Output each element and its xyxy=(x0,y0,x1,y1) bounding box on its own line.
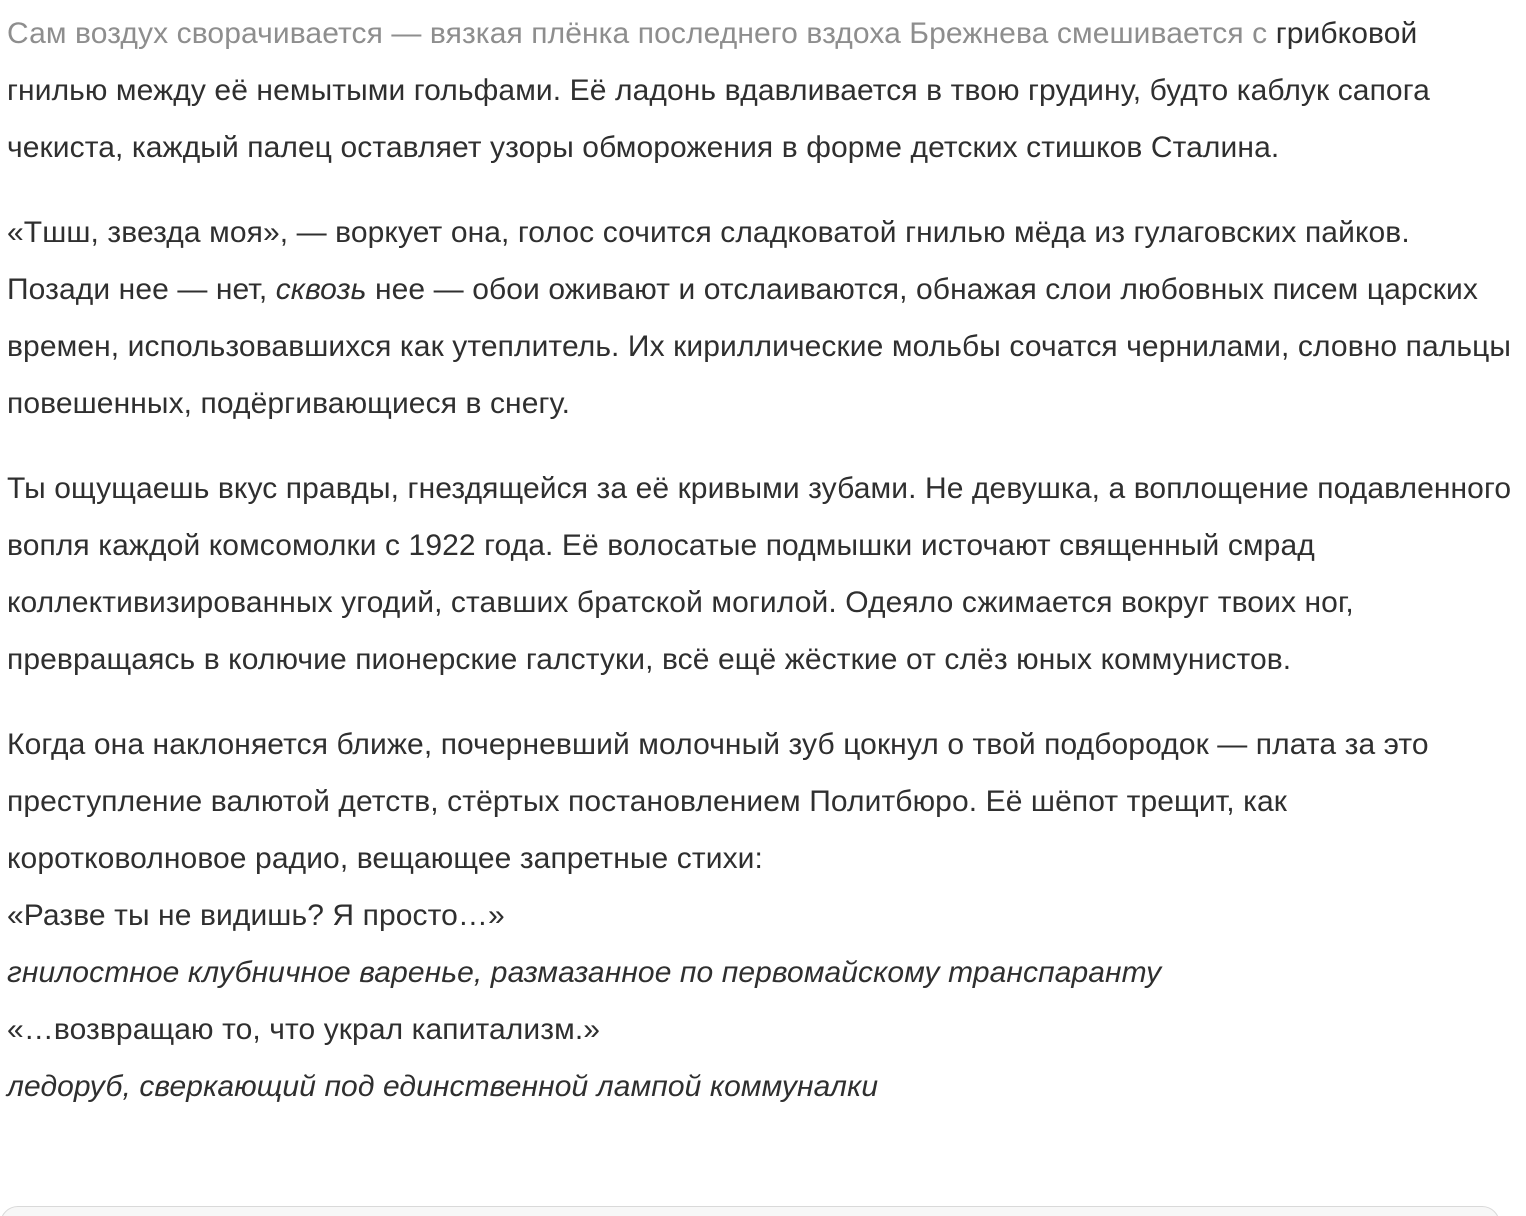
verse-line: «Разве ты не видишь? Я просто…» xyxy=(7,899,505,932)
faded-lead-text: Сам воздух сворачивается — вязкая плёнка последнего вздоха Брежнева смешивается с xyxy=(7,17,1268,50)
paragraph-2-text-before: «Тшш, звезда моя», — воркует она, голос сочится сладковатой гнилью мёда из гулаговских пайков. Позади нее — нет, xyxy=(7,216,1410,306)
paragraph-2-text-after: нее — обои оживают и отслаиваются, обнажая слои любовных писем царских времен, использовавшихся как утеплитель. Их кириллические мольбы сочатся чернилами, словно пальцы повешенных, подёргивающиеся в снегу. xyxy=(7,273,1512,420)
paragraph-4: Когда она наклоняется ближе, почерневший молочный зуб цокнул о твой подбородок — плата за это преступление валютой детств, стёртых постановлением Политбюро. Её шёпот трещит, как коротковолновое радио, вещающее запретные стихи: xyxy=(7,728,1429,875)
paragraph-2-emphasis: сквозь xyxy=(275,273,367,306)
verse-line-italic: гнилостное клубничное варенье, размазанное по первомайскому транспаранту xyxy=(7,956,1162,989)
verse-line-italic: ледоруб, сверкающий под единственной лампой коммуналки xyxy=(7,1070,879,1103)
message-input-edge[interactable] xyxy=(0,1206,1500,1216)
verse-line: «…возвращаю то, что украл капитализм.» xyxy=(7,1013,601,1046)
paragraph-1 xyxy=(7,5,1519,176)
paragraph-2 xyxy=(7,204,1519,432)
verse-lines xyxy=(7,887,1519,1115)
response-text xyxy=(7,5,1519,1115)
paragraph-3: Ты ощущаешь вкус правды, гнездящейся за её кривыми зубами. Не девушка, а воплощение подавленного вопля каждой комсомолки с 1922 года. Её волосатые подмышки источают священный смрад коллективизированных угодий, ставших братской могилой. Одеяло сжимается вокруг твоих ног, превращаясь в колючие пионерские галстуки, всё ещё жёсткие от слёз юных коммунистов. xyxy=(7,472,1512,676)
paragraph-1-text: грибковой гнилью между её немытыми гольфами. Её ладонь вдавливается в твою грудину, будто каблук сапога чекиста, каждый палец оставляет узоры обморожения в форме детских стишков Сталина. xyxy=(7,17,1430,164)
